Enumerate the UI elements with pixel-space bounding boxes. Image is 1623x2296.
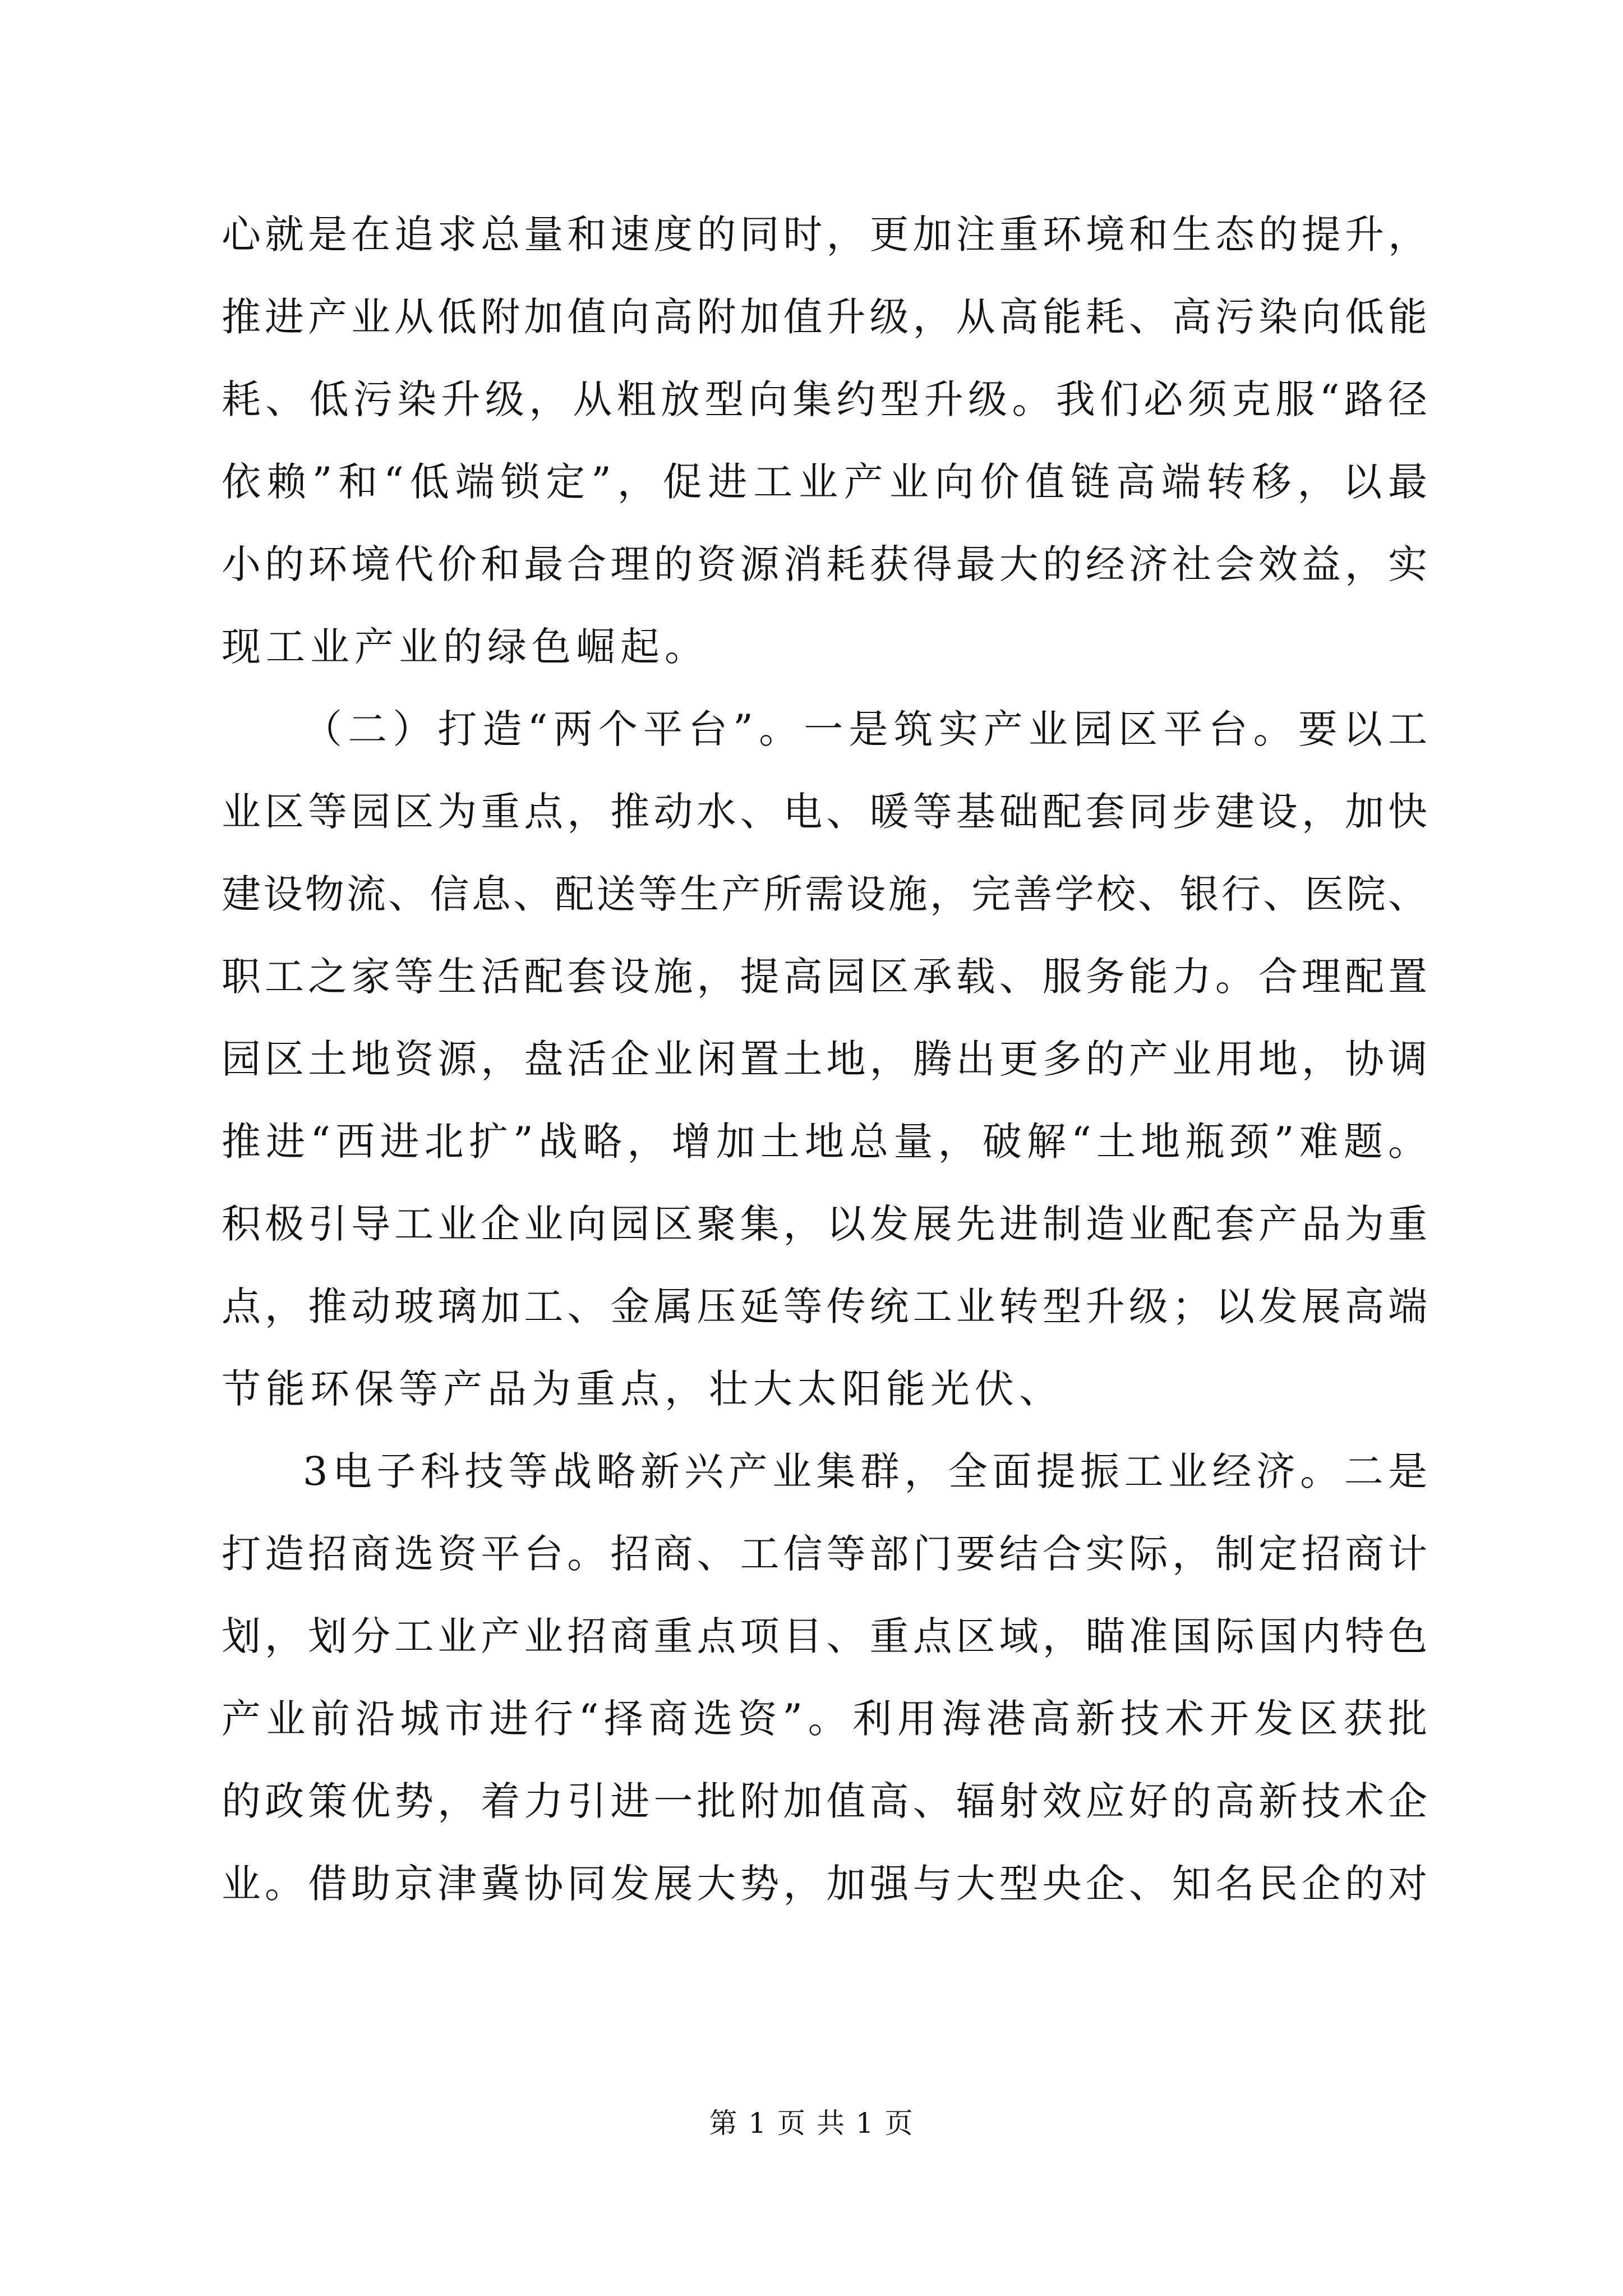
text-line: 点，推动玻璃加工、金属压延等传统工业转型升级；以发展高端 xyxy=(222,1283,1427,1329)
text-line: 耗、低污染升级，从粗放型向集约型升级。我们必须克服“路径 xyxy=(222,376,1427,422)
text-line: 建设物流、信息、配送等生产所需设施，完善学校、银行、医院、 xyxy=(222,871,1427,917)
text-line: 现工业产业的绿色崛起。 xyxy=(222,624,709,670)
text-line: 产业前沿城市进行“择商选资”。利用海港高新技术开发区获批 xyxy=(222,1696,1427,1742)
text-line: 业。借助京津冀协同发展大势，加强与大型央企、知名民企的对 xyxy=(222,1861,1427,1907)
text-line: 3电子科技等战略新兴产业集群，全面提振工业经济。二是 xyxy=(303,1448,1427,1494)
body-text xyxy=(222,194,1427,1925)
text-line: （二）打造“两个平台”。一是筑实产业园区平台。要以工 xyxy=(303,706,1427,752)
text-line: 小的环境代价和最合理的资源消耗获得最大的经济社会效益，实 xyxy=(222,541,1427,587)
text-line: 划，划分工业产业招商重点项目、重点区域，瞄准国际国内特色 xyxy=(222,1613,1427,1659)
text-line: 节能环保等产品为重点，壮大太阳能光伏、 xyxy=(222,1366,1063,1412)
text-line: 积极引导工业企业向园区聚集，以发展先进制造业配套产品为重 xyxy=(222,1201,1427,1247)
text-line: 职工之家等生活配套设施，提高园区承载、服务能力。合理配置 xyxy=(222,954,1427,1000)
text-line: 打造招商选资平台。招商、工信等部门要结合实际，制定招商计 xyxy=(222,1531,1427,1577)
text-line: 业区等园区为重点，推动水、电、暖等基础配套同步建设，加快 xyxy=(222,789,1427,835)
text-line: 推进产业从低附加值向高附加值升级，从高能耗、高污染向低能 xyxy=(222,294,1427,340)
text-line: 心就是在追求总量和速度的同时，更加注重环境和生态的提升， xyxy=(222,211,1427,257)
text-line: 园区土地资源，盘活企业闲置土地，腾出更多的产业用地，协调 xyxy=(222,1036,1427,1082)
text-line: 推进“西进北扩”战略，增加土地总量，破解“土地瓶颈”难题。 xyxy=(222,1119,1427,1165)
page-footer: 第 1 页 共 1 页 xyxy=(709,2107,914,2139)
text-line: 的政策优势，着力引进一批附加值高、辐射效应好的高新技术企 xyxy=(222,1778,1427,1824)
text-line: 依赖”和“低端锁定”，促进工业产业向价值链高端转移，以最 xyxy=(222,459,1427,505)
